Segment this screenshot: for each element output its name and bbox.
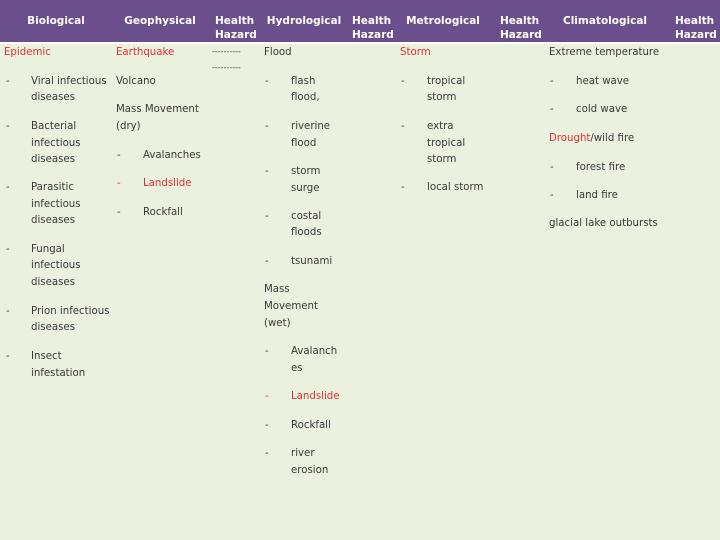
climatological-heading: Extreme temperature (549, 47, 660, 58)
bullet: - (265, 391, 269, 402)
list-item: flood, (291, 92, 320, 103)
list-item: Prion infectious (31, 306, 110, 317)
list-item: (dry) (116, 121, 141, 132)
list-item: costal (291, 211, 322, 222)
list-item: infectious (31, 138, 81, 149)
list-item: Mass Movement (116, 104, 199, 115)
list-item: Avalanch (291, 346, 338, 357)
list-item: Avalanches (143, 150, 201, 161)
bullet: - (401, 76, 405, 87)
bullet: - (117, 207, 121, 218)
drought-label: Drought (549, 133, 591, 144)
bullet: - (265, 346, 269, 357)
header-health-hazard-3: Health Hazard (500, 15, 542, 41)
list-item: (wet) (264, 318, 291, 329)
drought-line (549, 131, 634, 148)
list-item: storm (291, 166, 321, 177)
metrological-heading: Storm (400, 47, 431, 58)
wildfire-label: /wild fire (590, 133, 635, 144)
list-item: es (291, 363, 303, 374)
list-item: land fire (576, 190, 618, 201)
bullet: - (265, 166, 269, 177)
list-item: glacial lake outbursts (549, 218, 658, 229)
bullet: - (265, 448, 269, 459)
biological-heading: Epidemic (4, 47, 51, 58)
list-item: Fungal (31, 244, 65, 255)
list-item: floods (291, 227, 322, 238)
bullet: - (265, 211, 269, 222)
list-item: Viral infectious (31, 76, 107, 87)
list-item: Movement (264, 301, 318, 312)
list-item: infectious (31, 199, 81, 210)
bullet: - (550, 104, 554, 115)
list-item: tropical (427, 76, 466, 87)
bullet: - (550, 190, 554, 201)
list-item: riverine (291, 121, 331, 132)
list-item: forest fire (576, 162, 626, 173)
list-item: flash (291, 76, 316, 87)
dashes: ---------- (212, 47, 241, 56)
list-item: erosion (291, 465, 329, 476)
bullet: - (550, 76, 554, 87)
list-item: storm (427, 92, 457, 103)
list-item: extra (427, 121, 454, 132)
header-climatological: Climatological (563, 15, 647, 27)
bullet: - (265, 76, 269, 87)
list-item: Parasitic (31, 182, 74, 193)
bullet: - (265, 121, 269, 132)
list-item: Rockfall (143, 207, 183, 218)
list-item: diseases (31, 277, 75, 288)
bullet: - (265, 256, 269, 267)
bullet: - (550, 162, 554, 173)
list-item: heat wave (576, 76, 630, 87)
list-item: diseases (31, 322, 75, 333)
list-item: diseases (31, 154, 75, 165)
list-item: river (291, 448, 315, 459)
list-item: infestation (31, 368, 86, 379)
list-item: local storm (427, 182, 484, 193)
bullet: - (401, 182, 405, 193)
header-health-hazard-1: Health Hazard (215, 15, 257, 41)
geophysical-heading: Earthquake (116, 47, 175, 58)
bullet: - (6, 76, 10, 87)
table-header (0, 0, 720, 44)
list-item: tropical (427, 138, 466, 149)
bullet: - (6, 121, 10, 132)
bullet: - (117, 178, 121, 189)
list-item: storm (427, 154, 457, 165)
list-item: Rockfall (291, 420, 331, 431)
list-item: tsunami (291, 256, 333, 267)
dashes: ---------- (212, 63, 241, 72)
bullet: - (6, 306, 10, 317)
list-item: Bacterial (31, 121, 77, 132)
list-item: Volcano (116, 76, 156, 87)
list-item: Landslide (291, 391, 340, 402)
bullet: - (6, 182, 10, 193)
bullet: - (6, 351, 10, 362)
list-item: infectious (31, 260, 81, 271)
header-biological: Biological (27, 15, 85, 27)
list-item: cold wave (576, 104, 628, 115)
bullet: - (265, 420, 269, 431)
hydrological-heading: Flood (264, 47, 292, 58)
header-health-hazard-4: Health Hazard (675, 15, 717, 41)
list-item: flood (291, 138, 317, 149)
bullet: - (401, 121, 405, 132)
list-item: surge (291, 183, 320, 194)
list-item: Mass (264, 284, 290, 295)
list-item: Landslide (143, 178, 192, 189)
list-item: diseases (31, 92, 75, 103)
header-hydrological: Hydrological (266, 15, 342, 27)
list-item: Insect (31, 351, 62, 362)
header-metrological: Metrological (406, 15, 480, 27)
bullet: - (6, 244, 10, 255)
header-geophysical: Geophysical (124, 15, 196, 27)
bullet: - (117, 150, 121, 161)
list-item: diseases (31, 215, 75, 226)
header-health-hazard-2: Health Hazard (352, 15, 394, 41)
